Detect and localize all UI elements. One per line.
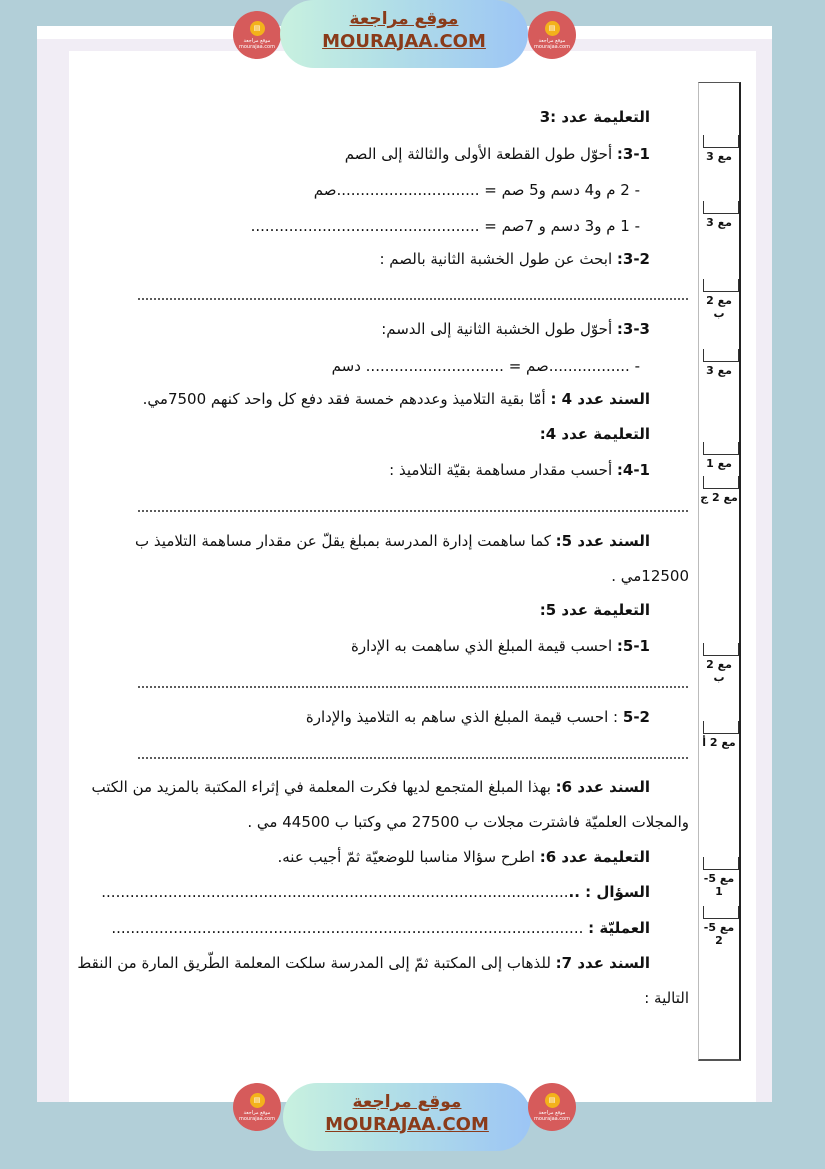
banner-arabic: موقع مراجعة bbox=[349, 9, 459, 29]
support-4: السند عدد 4 : أمّا بقية التلاميذ وعددهم خمسة فقد دفع كل واحد كنهم 7500مي. bbox=[142, 390, 650, 408]
logo-text-en: mourajaa.com bbox=[238, 44, 275, 50]
logo-right-header bbox=[528, 11, 576, 59]
item-5-1: 5-1: احسب قيمة المبلغ الذي ساهمت به الإدارة bbox=[350, 637, 650, 655]
support-5-cont: 12500مي . bbox=[611, 567, 689, 585]
question-line[interactable]: السؤال : .................................................................................................... bbox=[101, 883, 650, 901]
instruction-3-title: التعليمة عدد :3 bbox=[539, 108, 650, 126]
grade-box[interactable] bbox=[703, 857, 739, 870]
grade-box[interactable] bbox=[703, 721, 739, 734]
header-banner[interactable] bbox=[280, 0, 528, 68]
instruction-5-title: التعليمة عدد 5: bbox=[539, 601, 650, 619]
grade-box[interactable] bbox=[703, 279, 739, 292]
grade-label: مع 5-1 bbox=[703, 872, 735, 898]
grade-label: مع 3 bbox=[706, 364, 732, 377]
grade-label: مع 2 ب bbox=[706, 294, 732, 320]
banner-latin: MOURAJAA.COM bbox=[322, 31, 486, 52]
logo-right-footer bbox=[528, 1083, 576, 1131]
answer-line[interactable] bbox=[137, 510, 690, 512]
book-icon: ▤ bbox=[545, 1093, 560, 1108]
item-3-1: 3-1: أحوّل طول القطعة الأولى والثالثة إلى الصم bbox=[344, 145, 650, 163]
grade-box[interactable] bbox=[703, 442, 739, 455]
logo-text-en: mourajaa.com bbox=[238, 1116, 275, 1122]
grade-label: مع 1 bbox=[706, 457, 732, 470]
grade-label: مع 2 ب bbox=[706, 658, 732, 684]
item-3-1-a: - 2 م و4 دسم و5 صم = ..............................صم bbox=[313, 181, 640, 199]
item-3-3: 3-3: أحوّل طول الخشبة الثانية إلى الدسم: bbox=[381, 320, 650, 338]
item-4-1: 4-1: أحسب مقدار مساهمة بقيّة التلاميذ : bbox=[389, 461, 650, 479]
logo-text-ar: موقع مراجعة bbox=[538, 38, 566, 44]
banner-arabic: موقع مراجعة bbox=[352, 1092, 462, 1112]
answer-line[interactable] bbox=[137, 686, 690, 688]
grade-box[interactable] bbox=[703, 476, 739, 489]
grade-box[interactable] bbox=[703, 201, 739, 214]
logo-text-en: mourajaa.com bbox=[533, 1116, 570, 1122]
item-3-1-b: - 1 م و3 دسم و 7صم = ................................................ bbox=[250, 217, 640, 235]
instruction-4-title: التعليمة عدد 4: bbox=[539, 425, 650, 443]
item-3-2: 3-2: ابحث عن طول الخشبة الثانية بالصم : bbox=[379, 250, 650, 268]
answer-line[interactable] bbox=[137, 757, 690, 759]
grade-label: مع 3 bbox=[706, 150, 732, 163]
support-6-cont: والمجلات العلميّة فاشترت مجلات ب 27500 مي وكتبا ب 44500 مي . bbox=[247, 813, 689, 831]
grade-box[interactable] bbox=[703, 349, 739, 362]
operation-line[interactable]: العمليّة : ................................................................................................... bbox=[111, 919, 650, 937]
logo-left-footer bbox=[233, 1083, 281, 1131]
book-icon: ▤ bbox=[250, 21, 265, 36]
grade-box[interactable] bbox=[703, 643, 739, 656]
banner-latin: MOURAJAA.COM bbox=[325, 1114, 489, 1135]
support-7: السند عدد 7: للذهاب إلى المكتبة ثمّ إلى المدرسة سلكت المعلمة الطّريق المارة من النقط bbox=[77, 954, 650, 972]
instruction-6: التعليمة عدد 6: اطرح سؤالا مناسبا للوضعيّة ثمّ أجيب عنه. bbox=[277, 848, 650, 866]
support-7-cont: التالية : bbox=[644, 989, 689, 1007]
support-5: السند عدد 5: كما ساهمت إدارة المدرسة بمبلغ يقلّ عن مقدار مساهمة التلاميذ ب bbox=[135, 532, 650, 550]
grade-box[interactable] bbox=[703, 135, 739, 148]
item-3-3-a: - .................صم = ............................. دسم bbox=[331, 357, 640, 375]
grade-label: مع 3 bbox=[706, 216, 732, 229]
logo-text-en: mourajaa.com bbox=[533, 44, 570, 50]
logo-text-ar: موقع مراجعة bbox=[538, 1110, 566, 1116]
grade-label: مع 5-2 bbox=[703, 921, 735, 947]
logo-left-header bbox=[233, 11, 281, 59]
logo-text-ar: موقع مراجعة bbox=[243, 38, 271, 44]
grade-label: مع 2 أ bbox=[702, 736, 736, 749]
book-icon: ▤ bbox=[250, 1093, 265, 1108]
item-5-2: 5-2 : احسب قيمة المبلغ الذي ساهم به التلاميذ والإدارة bbox=[305, 708, 650, 726]
footer-banner[interactable] bbox=[283, 1083, 531, 1151]
grade-label: مع 2 ج bbox=[700, 491, 738, 504]
support-6: السند عدد 6: بهذا المبلغ المتجمع لديها فكرت المعلمة في إثراء المكتبة بالمزيد من الكتب bbox=[91, 778, 650, 796]
answer-line[interactable] bbox=[137, 298, 690, 300]
logo-text-ar: موقع مراجعة bbox=[243, 1110, 271, 1116]
book-icon: ▤ bbox=[545, 21, 560, 36]
grade-box[interactable] bbox=[703, 906, 739, 919]
